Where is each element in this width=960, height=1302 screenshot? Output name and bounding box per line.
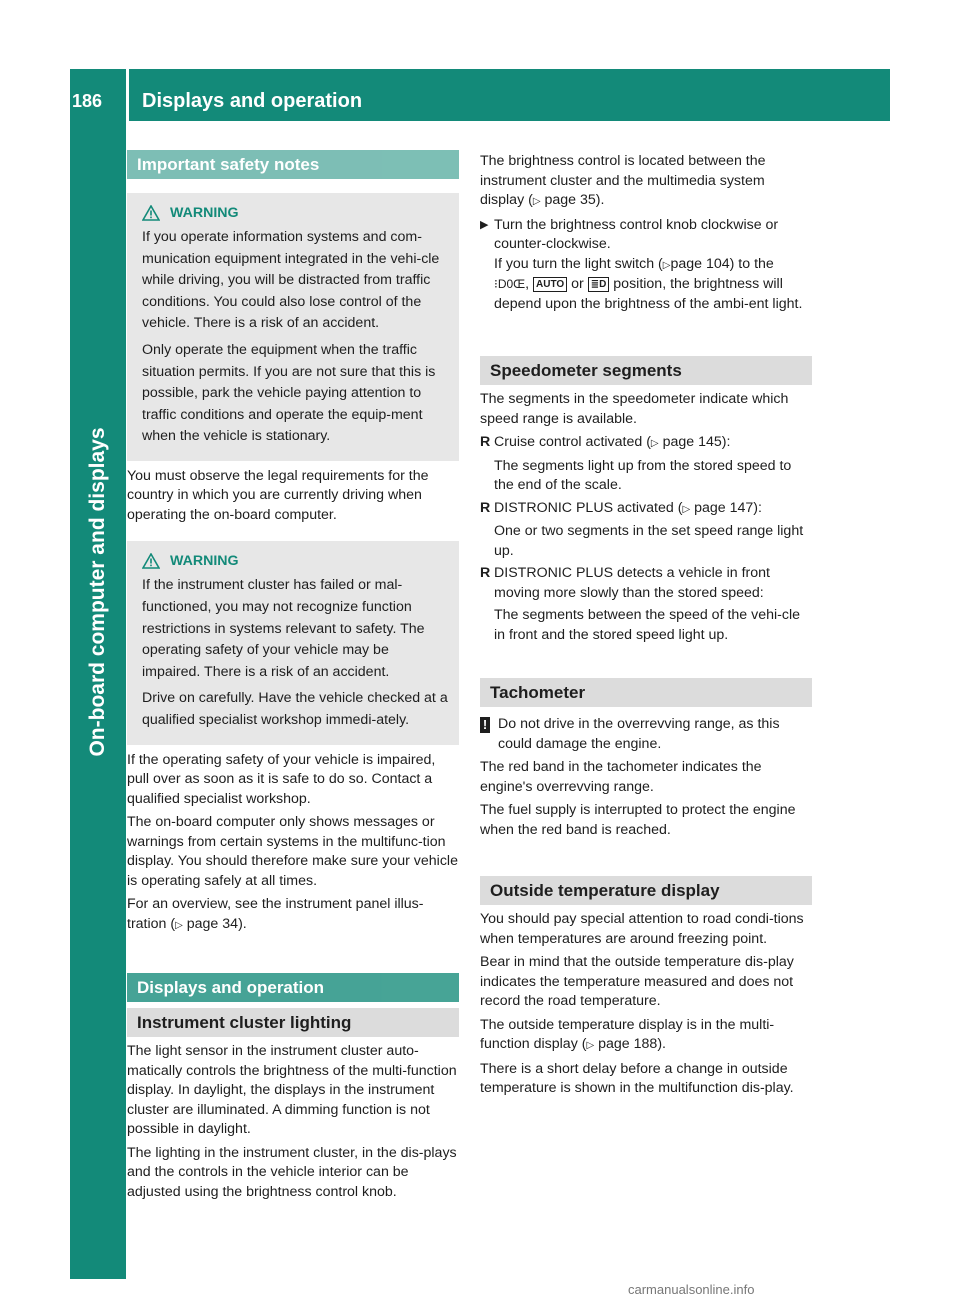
list-item-head xyxy=(494,499,812,520)
page-reference-icon: ▷ xyxy=(650,438,659,449)
parking-lights-icon: ⁝D0Œ xyxy=(494,277,526,291)
para-brightness-text-a: The brightness control is located between the instrument cluster and the multimedia system display ( xyxy=(480,153,766,208)
section-header-safety xyxy=(127,150,459,179)
warning-1-para-1: If you operate information systems and com-munication equipment integrated in the vehi-cle while driving, you will be distracted from traffic conditions. You could also lose control of the vehicle. There is a risk of an accident. xyxy=(142,229,440,332)
warning-label-1: WARNING xyxy=(170,205,239,221)
auto-light-icon: AUTO xyxy=(533,277,567,292)
para-legal: You must observe the legal requirements for the country in which you are currently driving when operating the on-board computer. xyxy=(127,467,429,523)
side-tab-label: On-board computer and displays xyxy=(86,427,109,757)
list-item-head-b: ): xyxy=(753,499,762,516)
list-item xyxy=(480,433,812,496)
para-lighting: The lighting in the instrument cluster, in the dis-plays and the controls in the vehicle interior can be adjusted using the brightness control knob. xyxy=(127,1144,457,1200)
para-temp-4: There is a short delay before a change in outside temperature is shown in the multifunction dis-play. xyxy=(480,1060,794,1096)
list-item-body: One or two segments in the set speed range light up. xyxy=(494,523,804,559)
para-tacho-1: The red band in the tachometer indicates the engine's overrevving range. xyxy=(480,759,762,795)
para-temp-2: Bear in mind that the outside temperature dis-play indicates the temperature measured and does not record the road temperature. xyxy=(480,954,794,1009)
watermark: carmanualsonline.info xyxy=(628,1282,755,1297)
caution-note xyxy=(480,715,812,754)
bullet-icon: R xyxy=(480,565,491,581)
caution-icon: ! xyxy=(480,717,490,733)
left-column xyxy=(127,150,459,1206)
para-temp-3-b: ). xyxy=(657,1036,666,1052)
para-speedo-intro: The segments in the speedometer indicate which speed range is available. xyxy=(480,391,789,427)
warning-heading-2 xyxy=(142,553,451,569)
section-header-displays xyxy=(127,973,459,1002)
low-beam-icon: ≣D xyxy=(588,277,610,292)
right-column xyxy=(480,152,812,1103)
step-1-or: or xyxy=(571,276,584,292)
section-header-lighting-label: Instrument cluster lighting xyxy=(137,1013,352,1033)
page-reference-145[interactable]: page 145 xyxy=(662,434,722,450)
page-reference-104[interactable]: page 104 xyxy=(670,255,730,272)
page-reference-35[interactable]: page 35 xyxy=(544,192,596,208)
step-1-detail-b: ) to the xyxy=(729,255,774,272)
step-item xyxy=(480,216,812,315)
step-1-glyph-line: ⁝D0Œ, AUTO or ≣D position, the brightness will depend upon the brightness of the ambi-ent light. xyxy=(494,276,803,312)
para-impaired: If the operating safety of your vehicle is impaired, pull over as soon as it is safe to do so. Contact a qualified specialist workshop. xyxy=(127,751,436,807)
section-header-safety-label: Important safety notes xyxy=(137,155,320,174)
section-header-tachometer xyxy=(480,678,812,707)
header-divider xyxy=(126,69,129,121)
list-item-head-b: ): xyxy=(721,434,731,450)
section-header-speedometer-label: Speedometer segments xyxy=(490,361,682,380)
warning-triangle-icon xyxy=(142,553,160,569)
para-brightness-text-b: ). xyxy=(595,192,605,208)
warning-triangle-icon xyxy=(142,205,160,221)
warning-1-para-2: Only operate the equipment when the traffic situation permits. If you are not sure that this is possible, park the vehicle paying attention to traffic conditions and operate the equip-ment when the vehicle is stationary. xyxy=(142,341,436,445)
step-body xyxy=(494,216,812,315)
step-arrow-icon: ▶ xyxy=(480,218,489,231)
step-1-detail xyxy=(494,255,812,276)
step-1-text: Turn the brightness control knob clockwise or counter-clockwise. xyxy=(494,216,779,252)
para-overview xyxy=(127,895,459,935)
para-overview-text-a: For an overview, see the instrument panel illus-tration ( xyxy=(127,896,424,932)
para-temp-1: You should pay special attention to road condi-tions when temperatures are around freezing point. xyxy=(480,911,804,947)
list-item xyxy=(480,564,812,645)
para-sensor: The light sensor in the instrument cluster auto-matically controls the brightness of the multi-function display. In daylight, the displays in the instrument cluster are illuminated. A dimming function is not possible in daylight. xyxy=(127,1043,457,1138)
para-tacho-2: The fuel supply is interrupted to protect the engine when the red band is reached. xyxy=(480,802,796,838)
page-reference-188[interactable]: page 188 xyxy=(598,1036,658,1052)
page-reference-34[interactable]: page 34 xyxy=(186,915,239,932)
page-reference-icon: ▷ xyxy=(682,503,691,515)
section-header-temperature-label: Outside temperature display xyxy=(490,881,720,900)
page-reference-icon: ▷ xyxy=(532,196,541,207)
page-title: Displays and operation xyxy=(142,90,363,112)
section-header-tachometer-label: Tachometer xyxy=(490,683,586,702)
para-temp-3 xyxy=(480,1016,812,1056)
para-brightness xyxy=(480,152,812,212)
list-item-head xyxy=(494,433,812,454)
list-item-body: The segments light up from the stored speed to the end of the scale. xyxy=(494,457,792,493)
warning-heading-1 xyxy=(142,205,451,221)
warning-box-1 xyxy=(127,193,459,461)
section-header-lighting xyxy=(127,1008,459,1037)
caution-text: Do not drive in the overrevving range, as this could damage the engine. xyxy=(498,716,780,752)
section-header-temperature xyxy=(480,876,812,905)
list-item xyxy=(480,499,812,562)
page-reference-icon: ▷ xyxy=(586,1040,595,1051)
list-item-head: DISTRONIC PLUS detects a vehicle in front moving more slowly than the stored speed: xyxy=(494,565,770,601)
warning-2-para-2: Drive on carefully. Have the vehicle checked at a qualified specialist workshop immedi-ately. xyxy=(142,690,448,728)
list-item-body: The segments between the speed of the vehi-cle in front and the stored speed light up. xyxy=(494,607,801,643)
para-temp-3-a: The outside temperature display is in the multi-function display ( xyxy=(480,1016,775,1052)
bullet-icon: R xyxy=(480,434,491,450)
step-1-detail-a: If you turn the light switch ( xyxy=(494,255,663,272)
para-overview-text-b: ). xyxy=(238,915,247,932)
list-item-head-a: DISTRONIC PLUS activated ( xyxy=(494,499,683,516)
step-1-rest: position, the brightness will depend upon the brightness of the ambi-ent light. xyxy=(494,276,803,312)
warning-label-2: WARNING xyxy=(170,553,239,570)
page-reference-icon: ▷ xyxy=(175,919,183,931)
warning-2-para-1: If the instrument cluster has failed or mal-functioned, you may not recognize function restrictions in systems relevant to safety. The operating safety of your vehicle may be impaired. There is a risk of an accident. xyxy=(142,577,425,680)
section-header-speedometer xyxy=(480,356,812,385)
page-number: 186 xyxy=(72,91,103,111)
para-messages: The on-board computer only shows messages or warnings from certain systems in the multifunc-tion display. You should therefore make sure your vehicle is operating safely at all times. xyxy=(127,814,458,889)
page-reference-147[interactable]: page 147 xyxy=(694,499,754,516)
bullet-icon: R xyxy=(480,499,491,516)
list-item-head-a: Cruise control activated ( xyxy=(494,434,651,450)
section-header-displays-label: Displays and operation xyxy=(137,978,325,998)
warning-box-2 xyxy=(127,541,459,744)
page-reference-icon: ▷ xyxy=(662,259,671,271)
